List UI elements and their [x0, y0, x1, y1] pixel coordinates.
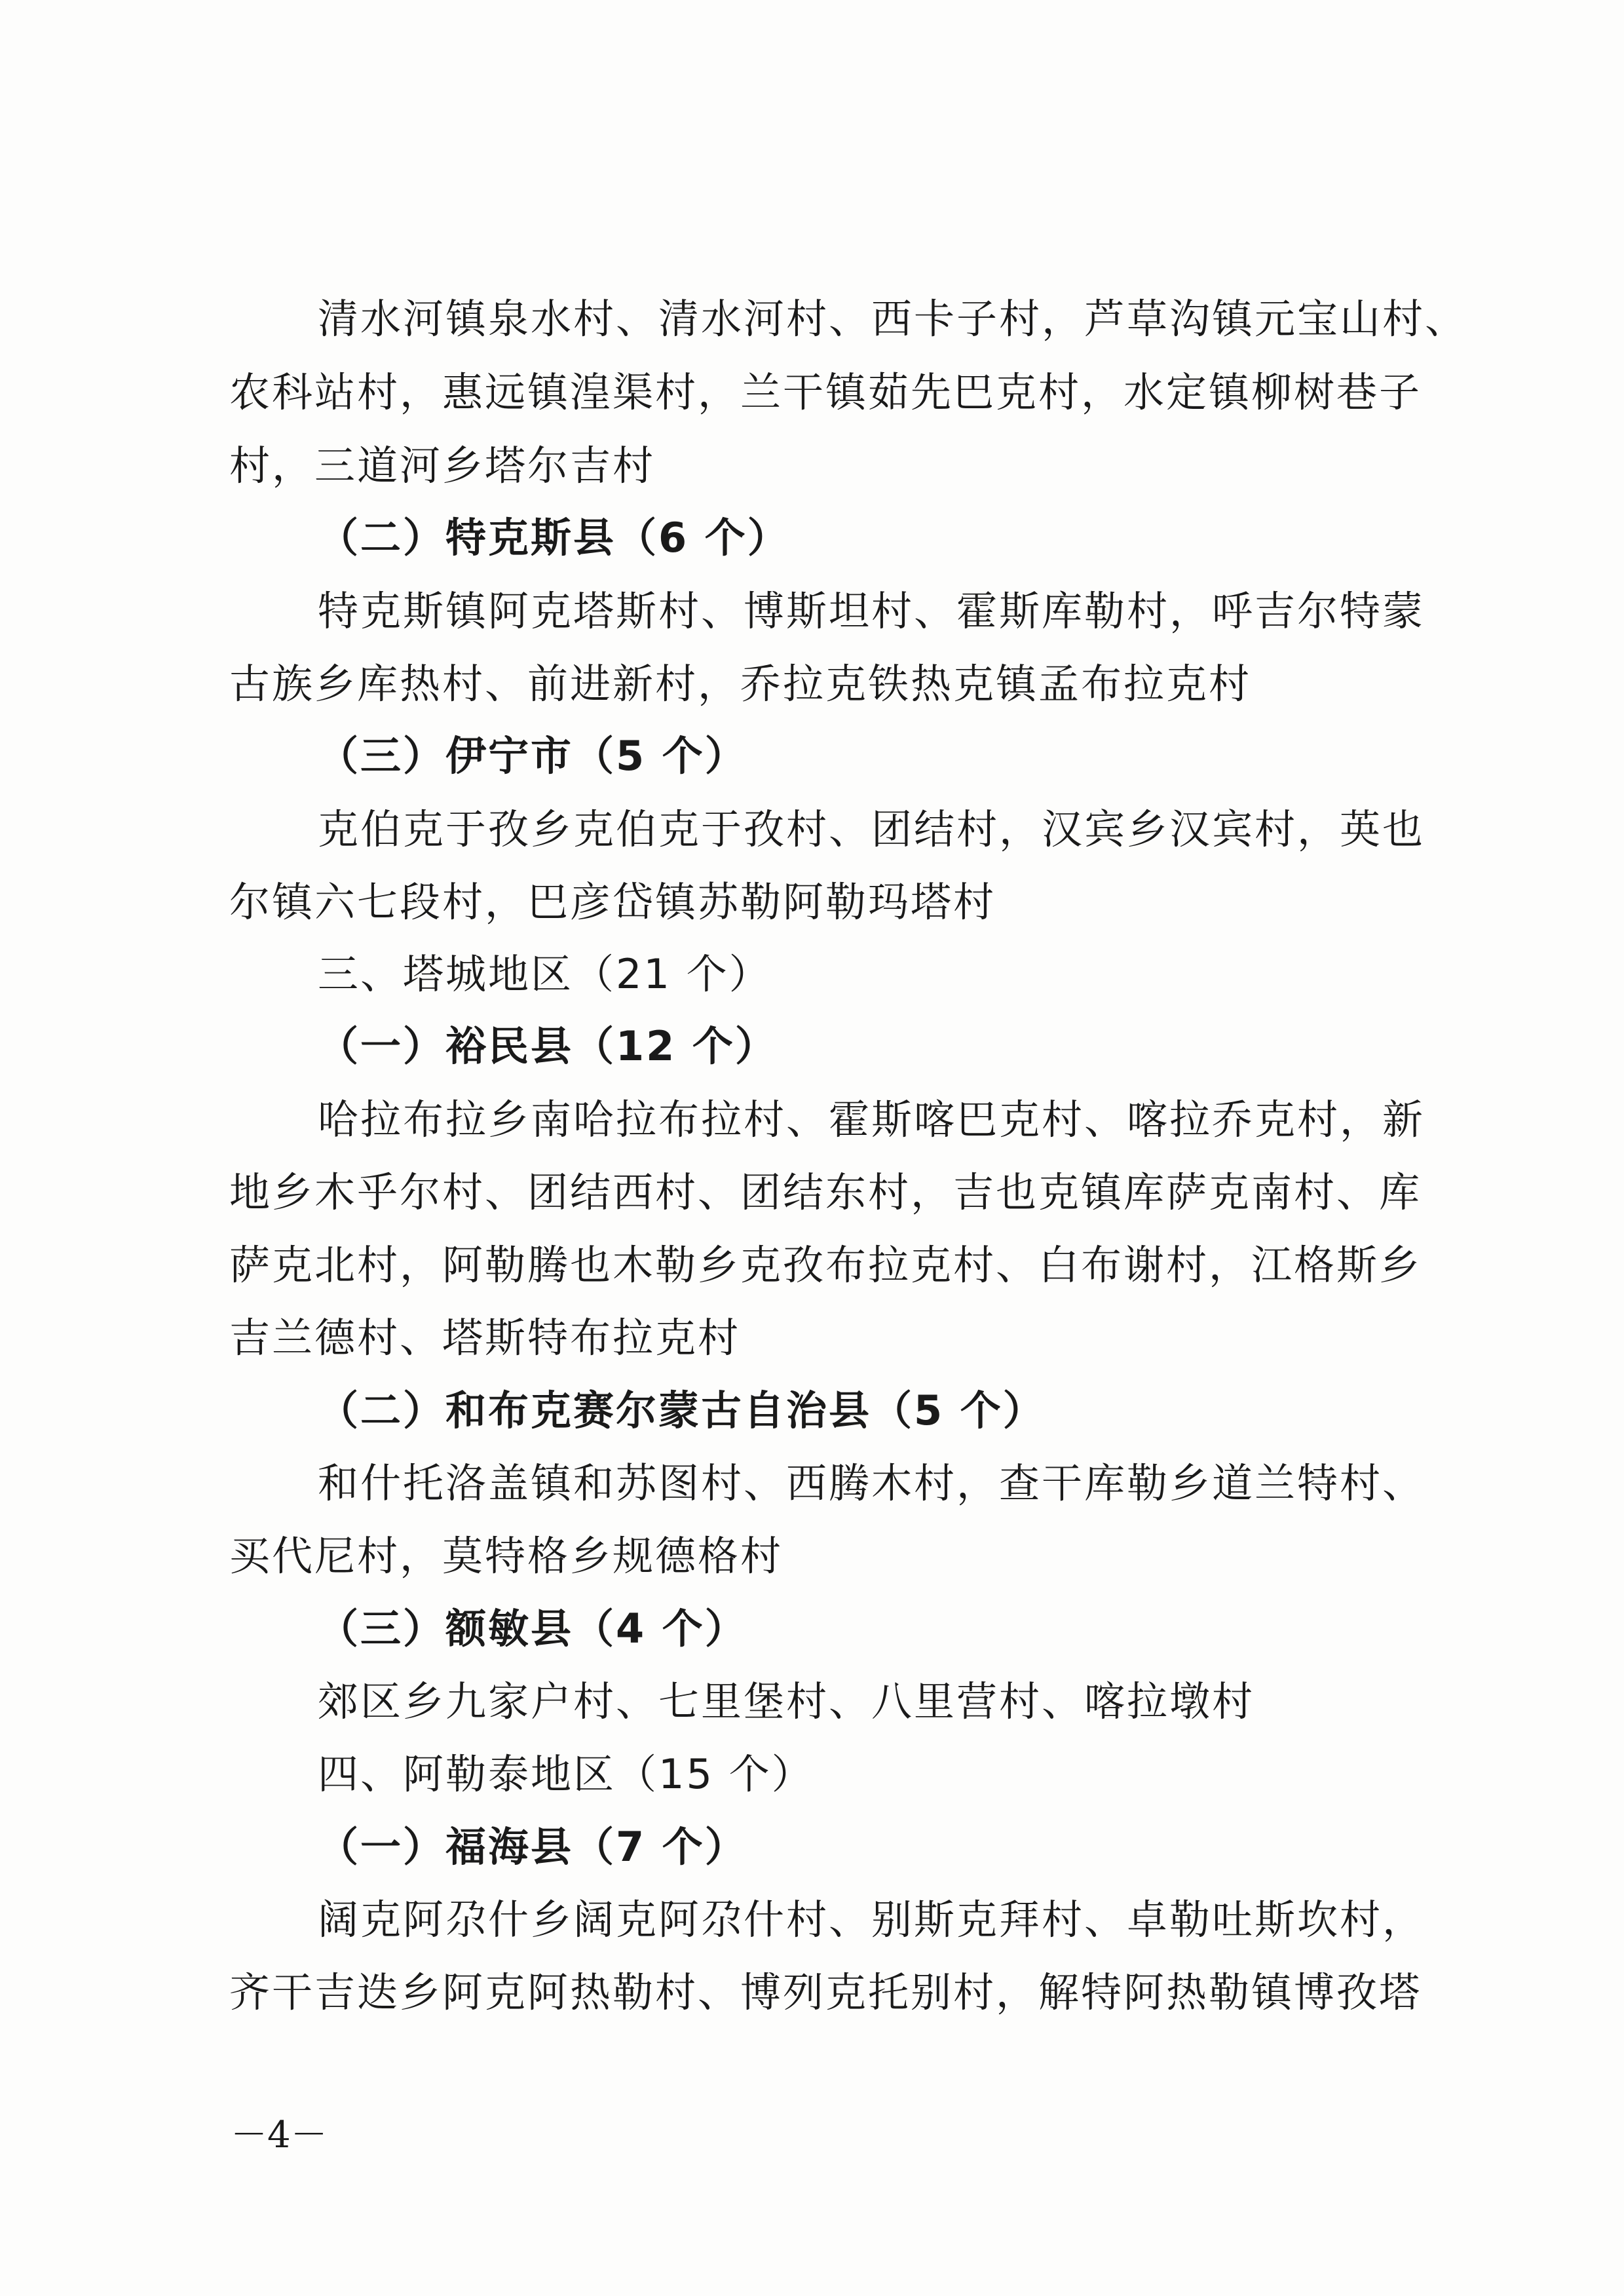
section-heading: 三、塔城地区（21 个） — [318, 950, 772, 998]
text-line: 尔镇六七段村，巴彦岱镇苏勒阿勒玛塔村 — [229, 878, 996, 926]
text-line: 吉兰德村、塔斯特布拉克村 — [229, 1314, 741, 1362]
text-line: 哈拉布拉乡南哈拉布拉村、霍斯喀巴克村、喀拉乔克村，新 — [318, 1096, 1426, 1143]
page-number: －4－ — [231, 2114, 328, 2156]
text-line: 克伯克于孜乡克伯克于孜村、团结村，汉宾乡汉宾村，英也 — [318, 805, 1426, 853]
subsection-heading: （二）和布克赛尔蒙古自治县（5 个） — [318, 1387, 1046, 1434]
text-line: 农科站村，惠远镇湟渠村，兰干镇茹先巴克村，水定镇柳树巷子 — [229, 368, 1422, 416]
subsection-heading: （一）福海县（7 个） — [318, 1823, 747, 1871]
text-line: 特克斯镇阿克塔斯村、博斯坦村、霍斯库勒村，呼吉尔特蒙 — [318, 587, 1426, 635]
text-line: 郊区乡九家户村、七里堡村、八里营村、喀拉墩村 — [318, 1677, 1255, 1725]
subsection-heading: （一）裕民县（12 个） — [318, 1022, 778, 1070]
text-line: 萨克北村，阿勒腾也木勒乡克孜布拉克村、白布谢村，江格斯乡 — [229, 1241, 1422, 1289]
subsection-heading: （三）额敏县（4 个） — [318, 1605, 747, 1653]
text-line: 古族乡库热村、前进新村，乔拉克铁热克镇孟布拉克村 — [229, 660, 1252, 708]
subsection-heading: （三）伊宁市（5 个） — [318, 732, 747, 780]
text-line: 买代尼村，莫特格乡规德格村 — [229, 1532, 784, 1580]
section-heading: 四、阿勒泰地区（15 个） — [318, 1750, 814, 1798]
text-line: 清水河镇泉水村、清水河村、西卡子村，芦草沟镇元宝山村、 — [318, 295, 1468, 343]
text-line: 地乡木乎尔村、团结西村、团结东村，吉也克镇库萨克南村、库 — [229, 1168, 1422, 1216]
subsection-heading: （二）特克斯县（6 个） — [318, 514, 790, 562]
text-line: 齐干吉迭乡阿克阿热勒村、博列克托别村，解特阿热勒镇博孜塔 — [229, 1968, 1422, 2016]
text-line: 村，三道河乡塔尔吉村 — [229, 442, 656, 489]
text-line: 阔克阿尕什乡阔克阿尕什村、别斯克拜村、卓勒吐斯坎村， — [318, 1896, 1426, 1943]
text-line: 和什托洛盖镇和苏图村、西腾木村，查干库勒乡道兰特村、 — [318, 1459, 1426, 1507]
